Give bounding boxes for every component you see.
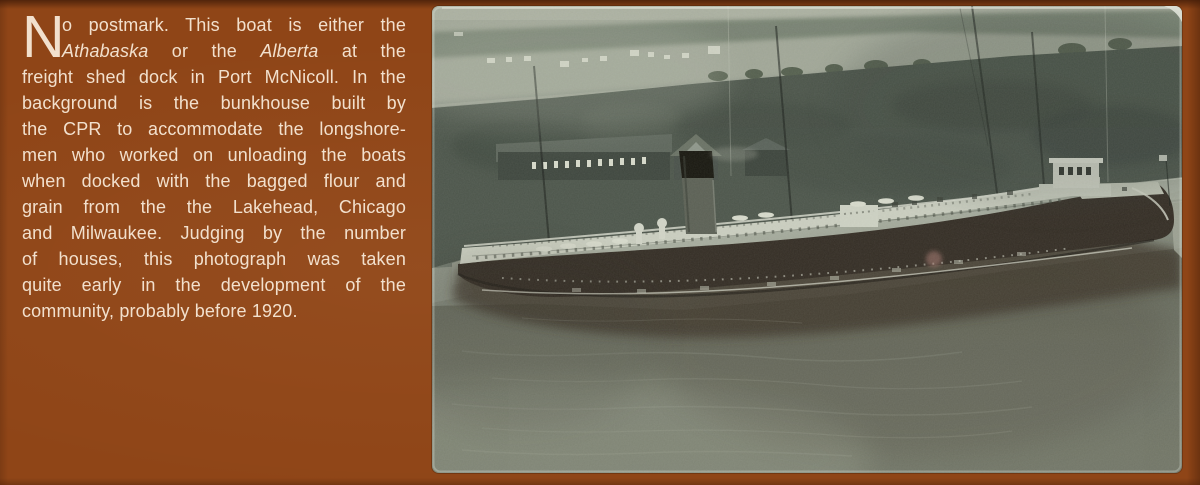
caption-line: freight shed dock in Port McNicoll. In the bbox=[22, 67, 406, 87]
postcard-photo bbox=[432, 6, 1182, 473]
caption-line: grain from the the Lakehead, Chicago bbox=[22, 197, 406, 217]
drop-cap: N bbox=[22, 4, 65, 70]
caption-line: Athabaska or the Alberta at the bbox=[62, 41, 407, 61]
caption-lines bbox=[22, 4, 407, 324]
caption-line: community, probably before 1920. bbox=[22, 301, 298, 321]
caption-line: of houses, this photograph was taken bbox=[22, 249, 406, 269]
caption-line: the CPR to accommodate the longshore- bbox=[22, 119, 406, 139]
caption bbox=[22, 4, 407, 324]
caption-line: background is the bunkhouse built by bbox=[22, 93, 406, 113]
caption-line: when docked with the bagged flour and bbox=[22, 171, 406, 191]
photo-grain-dark bbox=[432, 6, 1182, 473]
caption-line: quite early in the development of the bbox=[22, 275, 406, 295]
caption-line: and Milwaukee. Judging by the number bbox=[22, 223, 406, 243]
caption-line: men who worked on unloading the boats bbox=[22, 145, 406, 165]
caption-line: o postmark. This boat is either the bbox=[62, 15, 406, 35]
photo-illustration bbox=[432, 6, 1182, 473]
